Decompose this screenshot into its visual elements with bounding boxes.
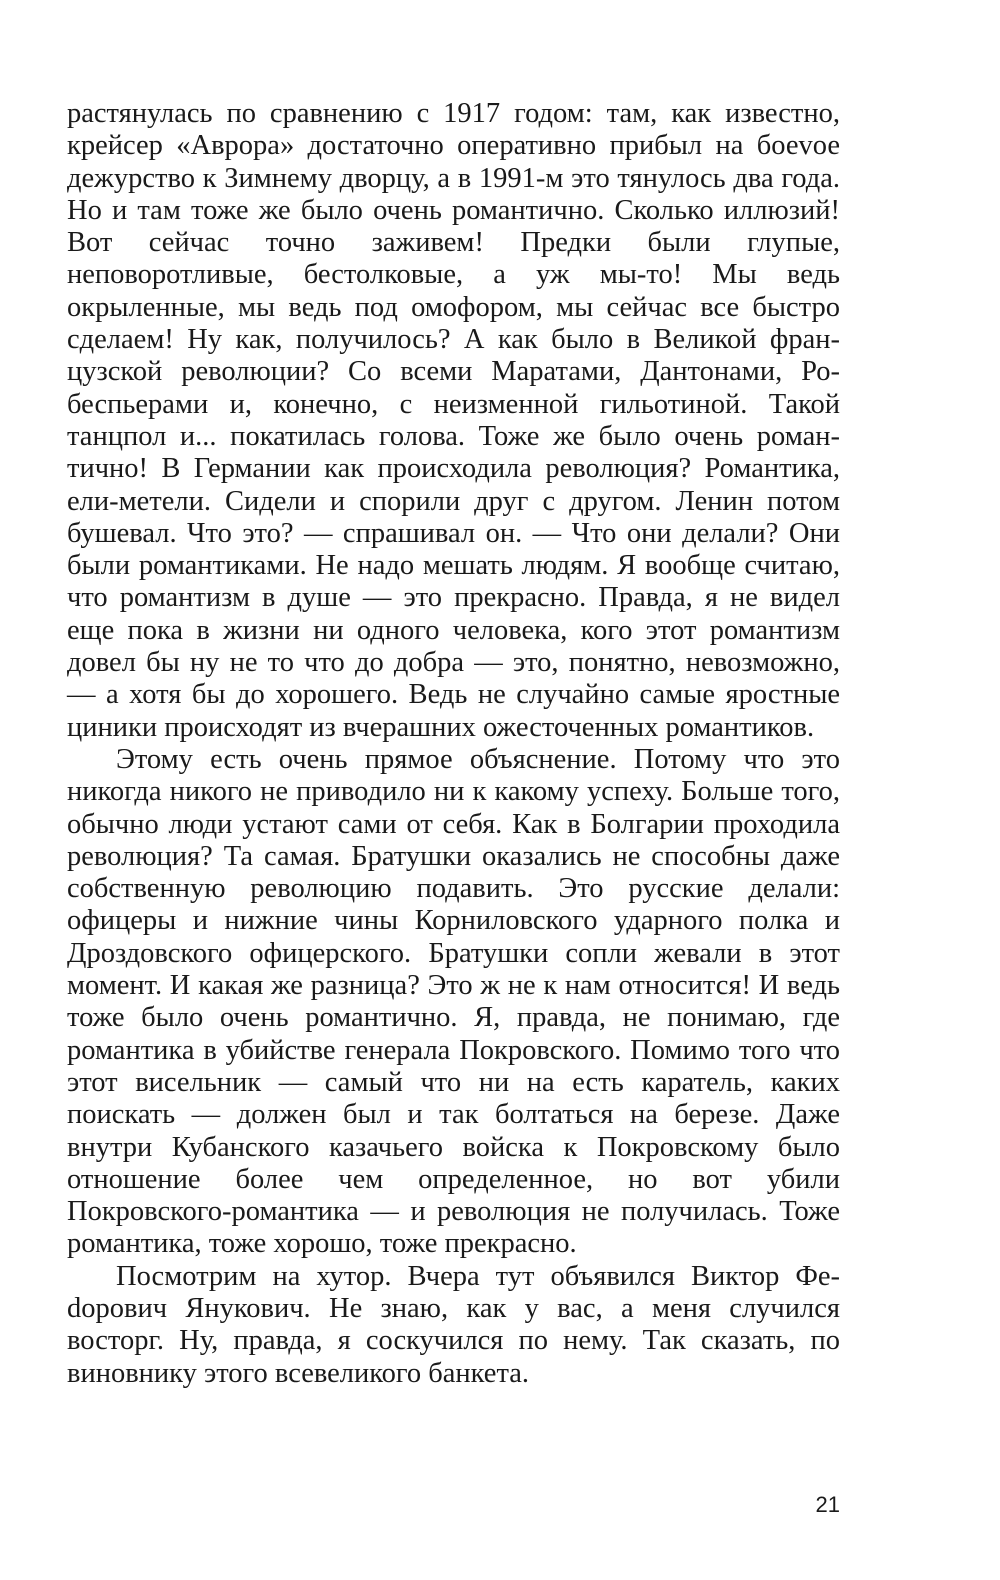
paragraph: Посмотрим на хутор. Вчера тут объявился Виктор Феdорович Янукович. Не знаю, как у вас, а меня случился восторг. Ну, правда, я соскучился по нему. Так сказать, по виновнику этого всевеликого банкета. (67, 1260, 840, 1389)
paragraph: растянулась по сравнению с 1917 годом: там, как известно, крейсер «Аврора» достаточно оперативно прибыл на боеvое дежурство к Зимнему дворцу, а в 1991-м это тянулось два года. Но и там тоже же было очень романтично. Сколько иллюзий! Вот сейчас точно заживем! Предки были глупые, неповоротливые, бестолковые, а уж мы-то! Мы ведь окрыленные, мы ведь под омофором, мы сейчас все быстро сделаем! Ну как, получилось? А как было в Великой французской революции? Со всеми Маратами, Дантонами, Робеспьерами и, конечно, с неизменной гильотиной. Такой танцпол и... покатилась голова. Тоже же было очень романтично! В Германии как происходила революция? Романтика, ели-метели. Сидели и спорили друг с другом. Ленин потом бушевал. Что это? — спрашивал он. — Что они делали? Они были романтиками. Не надо мешать людям. Я вообще считаю, что романтизм в душе — это прекрасно. Правда, я не видел еще пока в жизни ни одного человека, кого этот романтизм довел бы ну не то что до добра — это, понятно, невозможно, — а хотя бы до хорошего. Ведь не случайно самые яростные циники происходят из вчерашних ожесточенных романтиков. (67, 98, 840, 743)
page-number: 21 (815, 1492, 840, 1517)
page-body (67, 98, 840, 1390)
paragraph: Этому есть очень прямое объяснение. Потому что это никогда никого не приводило ни к какому успеху. Больше того, обычно люди устают сами от себя. Как в Болгарии проходила революция? Та самая. Братушки оказались не способны даже собственную революцию подавить. Это русские делали: офицеры и нижние чины Корниловского ударного полка и Дроздовского офицерского. Братушки сопли жевали в этот момент. И какая же разница? Это ж не к нам относится! И ведь тоже было очень романтично. Я, правда, не понимаю, где романтика в убийстве генерала Покровского. Помимо того что этот висельник — самый что ни на есть каратель, каких поискать — должен был и так болтаться на березе. Даже внутри Кубанского казачьего войска к Покровскому было отношение более чем определенное, но вот убили Покровского-романтика — и революция не получилась. Тоже романтика, тоже хорошо, тоже прекрасно. (67, 743, 840, 1260)
